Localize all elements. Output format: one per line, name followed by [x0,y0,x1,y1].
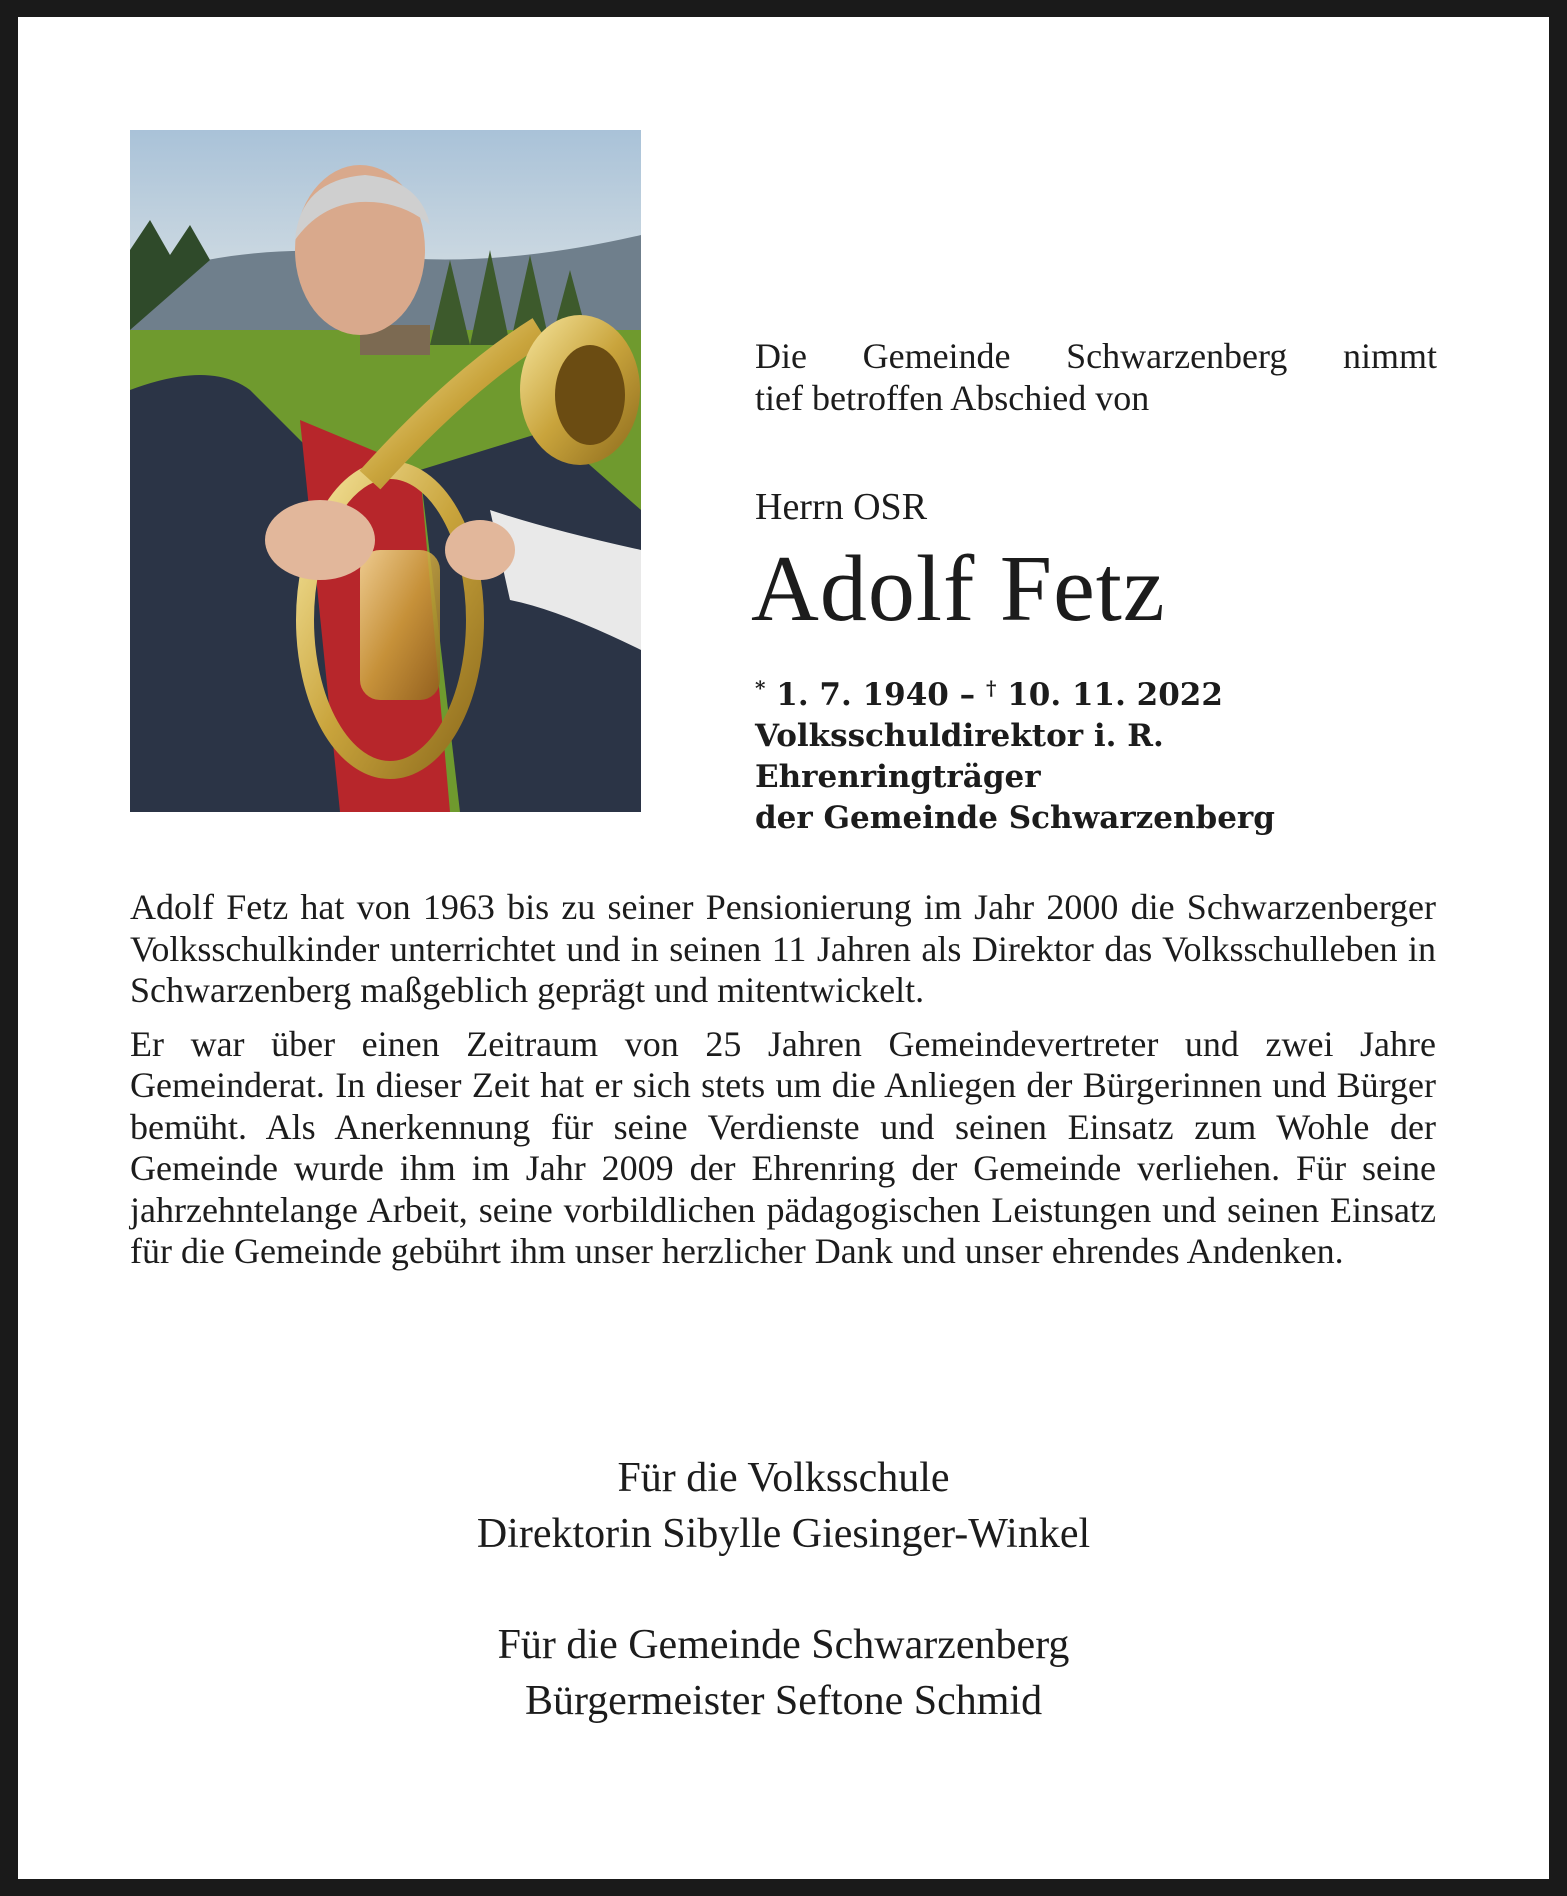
intro-line-1: Die Gemeinde Schwarzenberg nimmt [755,336,1437,376]
birth-symbol: * [755,676,766,700]
signature-school [18,1450,1549,1562]
salutation: Herrn OSR [755,486,928,528]
life-details [755,668,1275,839]
paragraph-1: Adolf Fetz hat von 1963 bis zu seiner Pensionierung im Jahr 2000 die Schwarzenberger Volksschulkinder unterrichtet und in seinen 11 Jahren als Direktor das Volksschulleben in Schwarzenberg maßgeblich geprägt und mitentwickelt. [130,887,1436,1010]
deceased-name: Adolf Fetz [751,537,1166,641]
body-text [130,887,1436,1285]
signature-school-org: Für die Volksschule [617,1455,950,1501]
signature-municipality-org: Für die Gemeinde Schwarzenberg [497,1622,1070,1668]
signature-school-name: Direktorin Sibylle Giesinger-Winkel [476,1511,1091,1557]
paragraph-2: Er war über einen Zeitraum von 25 Jahren Gemeindevertreter und zwei Jahre Gemeinderat. In dieser Zeit hat er sich stets um die Anliegen der Bürgerinnen und Bürger bemüht. Als Anerkennung für seine Verdienste und seinen Einsatz zum Wohle der Gemeinde wurde ihm im Jahr 2009 der Ehrenring der Gemeinde verliehen. Für seine jahrzehntelange Arbeit, seine vorbildlichen pädagogischen Leistungen und seinen Einsatz für die Gemeinde gebührt ihm unser herzlicher Dank und unser ehrendes Andenken. [130,1023,1436,1271]
honor-line-1: Ehrenringträger [755,759,1041,795]
obituary-page [18,17,1549,1879]
life-dates [755,668,1275,716]
signatures [18,1450,1549,1784]
intro-line-2: tief betroffen Abschied von [755,378,1150,418]
signature-municipality [18,1617,1549,1729]
signature-municipality-name: Bürgermeister Seftone Schmid [524,1678,1043,1724]
portrait-photo [130,130,641,812]
birth-date: 1. 7. 1940 [776,677,949,713]
honor-line-2: der Gemeinde Schwarzenberg [755,800,1275,836]
death-symbol: † [985,676,997,700]
job-title: Volksschuldirektor i. R. [755,718,1164,754]
intro-text [755,335,1437,419]
date-separator: – [959,677,976,713]
death-date: 10. 11. 2022 [1007,677,1223,713]
